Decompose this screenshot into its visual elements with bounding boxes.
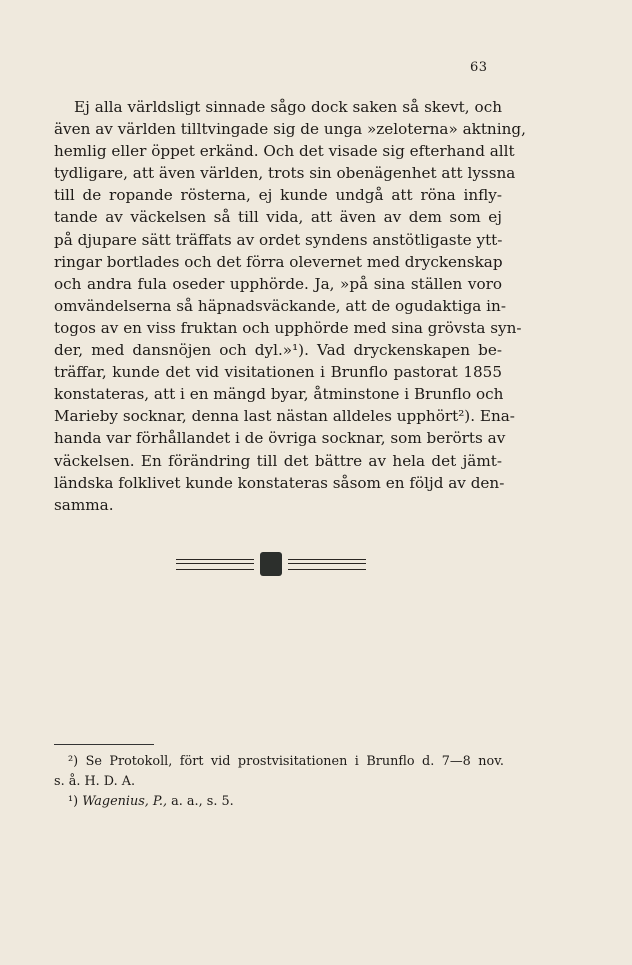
text-line: tydligare, att även världen, trots sin obenägenhet att lyssna [54,164,516,183]
footnote-1-marker: ¹) [68,794,79,809]
text-line: handa var förhållandet i de övriga socknar, som berörts av [54,429,506,448]
text-line: och andra fula oseder upphörde. Ja, »på sina ställen voro [54,274,502,293]
section-ornament [176,551,366,577]
text-line: ringar bortlades och det förra olevernet med dryckenskap [54,252,503,271]
text-line: till de ropande rösterna, ej kunde undgå att röna infly- [54,186,502,205]
footnote-1-author: Wagenius, P., [82,794,168,809]
footnote-divider [54,744,154,745]
footnote-1 [54,792,504,812]
text-line: väckelsen. En förändring till det bättre av hela det jämt- [54,451,502,470]
footnote-1-reference: a. a., s. 5. [171,794,234,809]
text-line: konstateras, att i en mängd byar, åtminstone i Brunflo och [54,385,504,404]
footnotes [54,752,504,812]
ornament-block-icon [260,552,282,576]
ornament-rule-left [176,559,254,570]
footnote-2-line-2: s. å. H. D. A. [54,774,136,789]
text-line: ländska folklivet kunde konstateras såsom en följd av den- [54,473,505,492]
text-line: omvändelserna så häpnadsväckande, att de ogudaktiga in- [54,296,506,315]
ornament-rule-right [288,559,366,570]
text-line: der, med dansnöjen och dyl.»¹). Vad dryckenskapen be- [54,341,502,360]
text-line: träffar, kunde det vid visitationen i Brunflo pastorat 1855 [54,363,502,382]
text-line: Marieby socknar, denna last nästan alldeles upphört²). Ena- [54,407,515,426]
page-number: 63 [470,60,488,75]
text-line: på djupare sätt träffats av ordet syndens anstötligaste ytt- [54,230,503,249]
footnote-2-line-1: ²) Se Protokoll, fört vid prostvisitationen i Brunflo d. 7—8 nov. [68,754,504,769]
text-line: Ej alla världsligt sinnade sågo dock saken så skevt, och [74,98,502,116]
text-line: samma. [54,495,114,514]
text-line: togos av en viss fruktan och upphörde med sina grövsta syn- [54,318,522,337]
text-line: hemlig eller öppet erkänd. Och det visade sig efterhand allt [54,142,515,161]
body-paragraph [54,96,526,516]
text-line: även av världen tilltvingade sig de unga »zeloterna» aktning, [54,120,526,139]
text-line: tande av väckelsen så till vida, att även av dem som ej [54,208,502,227]
